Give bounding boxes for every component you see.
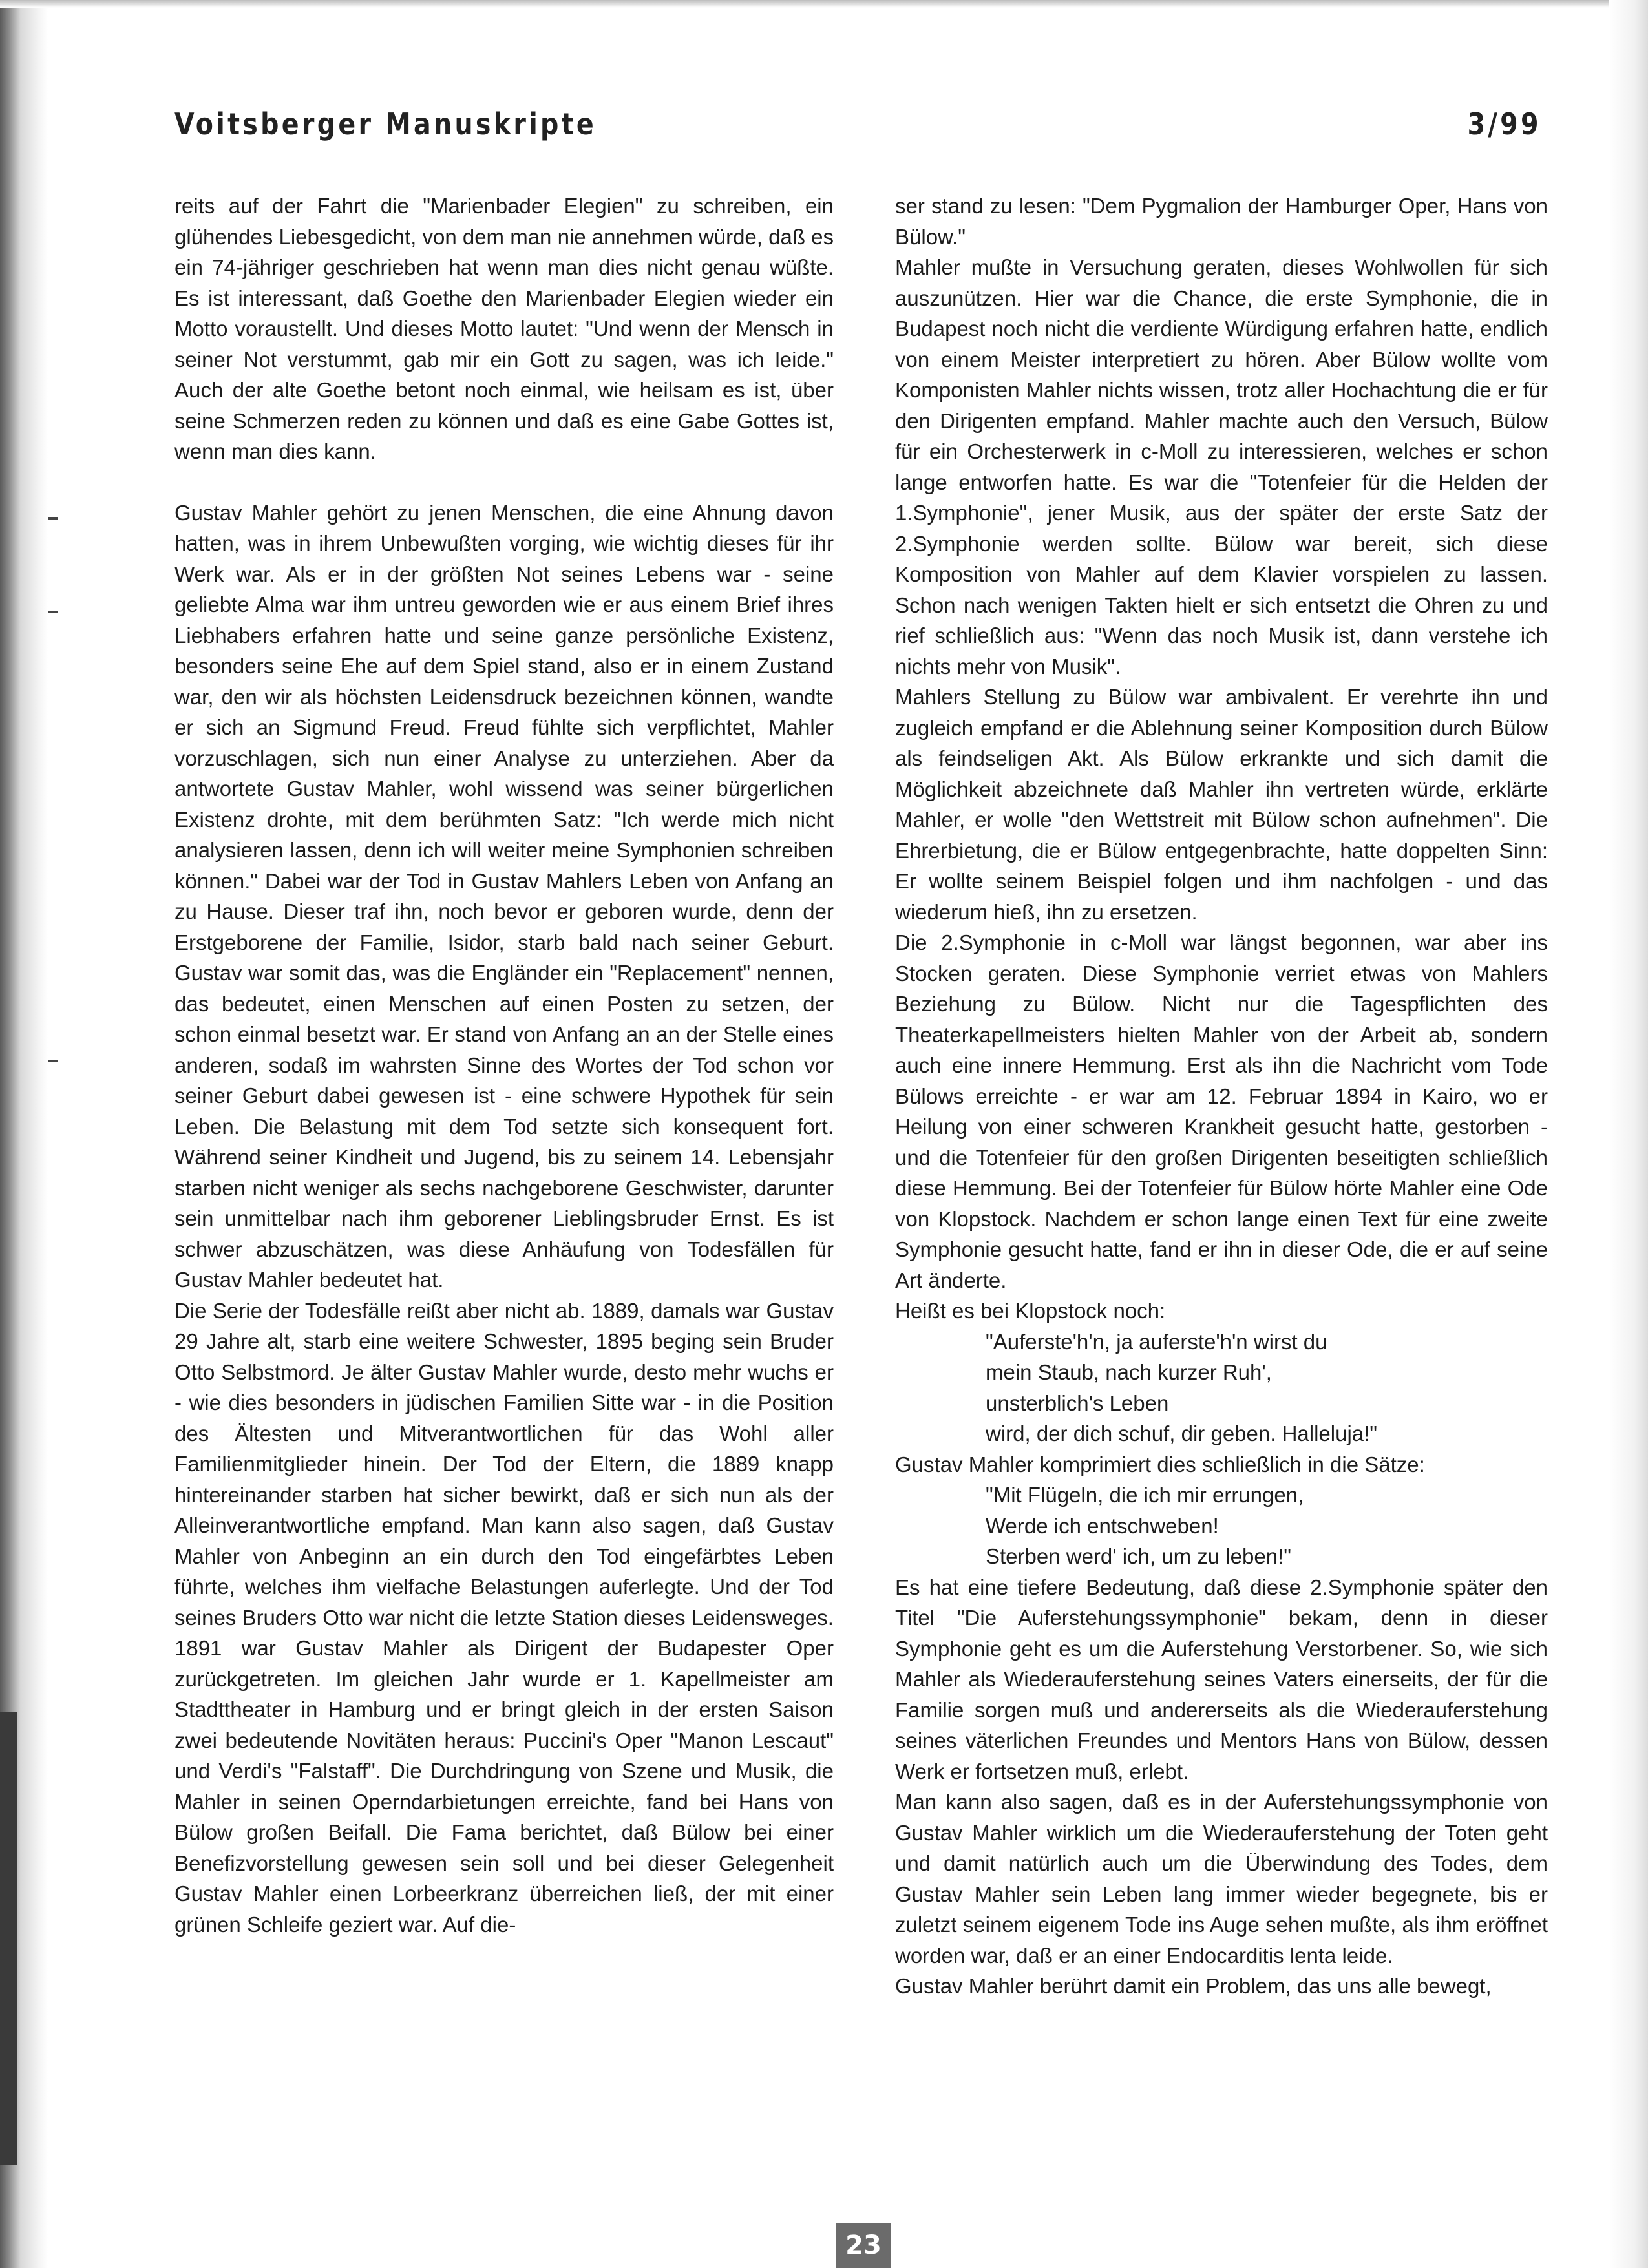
verse-line: "Mit Flügeln, die ich mir errungen, bbox=[986, 1483, 1304, 1507]
mahler-verse bbox=[895, 1480, 1548, 1572]
binding-shadow bbox=[0, 1712, 17, 2165]
paragraph: Es hat eine tiefere Bedeutung, daß diese 2.Symphonie später den Titel "Die Auferstehungssymphonie" bekam, denn in dieser Symphonie geht es um die Auferstehung Verstorbener. So, wie sich Mahler als Wiederauferstehung seines Vaters einerseits, der für die Familie sorgen muß und andererseits als die Wiederauferstehung seines väterlichen Freundes und Mentors Hans von Bülow, dessen Werk er fortsetzen muß, erlebt. bbox=[895, 1575, 1548, 1783]
paragraph: Man kann also sagen, daß es in der Auferstehungssymphonie von Gustav Mahler wirklich um die Wiederauferstehung der Toten geht und damit natürlich auch um die Überwindung des Todes, dem Gustav Mahler sein Leben lang immer wieder begegnete, bis er zuletzt seinem eigenem Tode ins Auge sehen mußte, als ihm eröffnet worden war, daß er an einer Endocarditis lenta leide. bbox=[895, 1790, 1548, 1968]
paragraph: Mahlers Stellung zu Bülow war ambivalent. Er verehrte ihn und zugleich empfand er die Ablehnung seiner Komposition durch Bülow als feindseligen Akt. Als Bülow erkrankte und sich damit die Möglichkeit abzeichnete daß Mahler ihn vertreten würde, erklärte Mahler, er wolle "den Wettstreit mit Bülow schon aufnehmen". Die Ehrerbietung, die er Bülow entgegenbrachte, hatte doppelten Sinn: Er wollte seinem Beispiel folgen und ihm nachfolgen - und das wiederum hieß, ihn zu ersetzen. bbox=[895, 685, 1548, 924]
margin-tick bbox=[48, 611, 58, 613]
paragraph: Heißt es bei Klopstock noch: bbox=[895, 1299, 1166, 1323]
paragraph: Die Serie der Todesfälle reißt aber nicht ab. 1889, damals war Gustav 29 Jahre alt, starb eine weitere Schwester, 1895 beging sein Bruder Otto Selbstmord. Je älter Gustav Mahler wurde, desto mehr wuchs er - wie dies besonders in jüdischen Familien Sitte war - in die Position des Ältesten und Mitverantwortlichen für das Wohl aller Familienmitglieder hinein. Der Tod der Eltern, die 1889 knapp hintereinander starben hat sicher bewirkt, daß er sich nun als der Alleinverantwortliche empfand. Man kann also sagen, daß Gustav Mahler von Anbeginn an ein durch den Tod eingefärbtes Leben führte, welches ihm vielfache Belastungen auferlegte. Und der Tod seines Bruders Otto war nicht die letzte Station dieses Leidensweges. bbox=[174, 1298, 834, 1630]
margin-tick bbox=[48, 1060, 58, 1062]
paragraph: reits auf der Fahrt die "Marienbader Elegien" zu schreiben, ein glühendes Liebesgedicht, von dem man nie annehmen würde, daß es ein 74-jähriger geschrieben hat wenn man dies nicht genau wüßte. Es ist interessant, daß Goethe den Marienbader Elegien wieder ein Motto voraustellt. Und dieses Motto lautet: "Und wenn der Mensch in seiner Not verstummt, gab mir ein Gott zu sagen, was ich leide." Auch der alte Goethe betont noch einmal, wie heilsam es ist, über seine Schmerzen reden zu können und daß es eine Gabe Gottes ist, wenn man dies kann. bbox=[174, 194, 834, 463]
verse-line: Sterben werd' ich, um zu leben!" bbox=[986, 1544, 1291, 1568]
paragraph: 1891 war Gustav Mahler als Dirigent der Budapester Oper zurückgetreten. Im gleichen Jahr wurde er 1. Kapellmeister am Stadttheater in Hamburg und er bringt gleich in der ersten Saison zwei bedeutende Novitäten heraus: Puccini's Oper "Manon Lescaut" und Verdi's "Falstaff". Die Durchdringung von Szene und Musik, die Mahler in seinen Operndarbietungen erreichte, fand bei Hans von Bülow großen Beifall. Die Fama berichtet, daß Bülow bei einer Benefizvorstellung gewesen sein soll und bei dieser Gelegenheit Gustav Mahler einen Lorbeerkranz überreichen ließ, der mit einer grünen Schleife geziert war. Auf die- bbox=[174, 1636, 834, 1937]
paragraph: Gustav Mahler gehört zu jenen Menschen, die eine Ahnung davon hatten, was in ihrem Unbewußten vorging, wie wichtig dieses für ihr Werk war. Als er in der größten Not seines Lebens war - seine geliebte Alma war ihm untreu geworden wie er aus einem Brief ihres Liebhabers erfahren hatte und seine ganze persönliche Existenz, besonders seine Ehe auf dem Spiel stand, also er in einem Zustand war, den wir als höchsten Leidensdruck bezeichnen können, wandte er sich an Sigmund Freud. Freud fühlte sich verpflichtet, Mahler vorzuschlagen, sich nun einer Analyse zu unterziehen. Aber da antwortete Gustav Mahler, wohl wissend was seiner bürgerlichen Existenz drohte, mit dem berühmten Satz: "Ich werde mich nicht analysieren lassen, denn ich will weiter meine Symphonien schreiben können." Dabei war der Tod in Gustav Mahlers Leben von Anfang an zu Hause. Dieser traf ihn, noch bevor er geboren wurde, denn der Erstgeborene der Familie, Isidor, starb bald nach seiner Geburt. Gustav war somit das, was die Engländer ein "Replacement" nennen, das bedeutet, einen Menschen auf einen Posten zu setzen, der schon einmal besetzt war. Er stand von Anfang an an der Stelle eines anderen, sodaß im wahrsten Sinne des Wortes der Tod schon vor seiner Geburt dabei gewesen ist - eine schwere Hypothek für sein Leben. Die Belastung mit dem Tod setzte sich konsequent fort. Während seiner Kindheit und Jugend, bis zu seinem 14. Lebensjahr starben nicht weniger als sechs nachgeborene Geschwister, darunter sein unmittelbar nach ihm geborener Lieblingsbruder Ernst. Es ist schwer abzuschätzen, was diese Anhäufung von Todesfällen für Gustav Mahler bedeutet hat. bbox=[174, 500, 834, 1292]
paragraph: ser stand zu lesen: "Dem Pygmalion der Hamburger Oper, Hans von Bülow." bbox=[895, 194, 1548, 249]
paragraph: Gustav Mahler berührt damit ein Problem, das uns alle bewegt, bbox=[895, 1974, 1492, 1998]
klopstock-verse bbox=[895, 1327, 1548, 1449]
paragraph: Die 2.Symphonie in c-Moll war längst begonnen, war aber ins Stocken geraten. Diese Symphonie verriet etwas von Mahlers Beziehung zu Bülow. Nicht nur die Tagespflichten des Theaterkapellmeisters hielten Mahler von der Arbeit ab, sondern auch eine innere Hemmung. Erst als ihn die Nachricht vom Tode Bülows erreichte - er war am 12. Februar 1894 in Kairo, wo er Heilung von einer schweren Krankheit gesucht hatte, gestorben - und die Totenfeier für den großen Dirigenten beseitigten schließlich diese Hemmung. Bei der Totenfeier für Bülow hörte Mahler eine Ode von Klopstock. Nachdem er schon lange einen Text für eine zweite Symphonie gesucht hatte, fand er ihn in dieser Ode, die er auf seine Art änderte. bbox=[895, 930, 1548, 1292]
verse-line: unsterblich's Leben bbox=[986, 1391, 1169, 1415]
page-right-edge bbox=[1609, 0, 1648, 2268]
left-column bbox=[174, 191, 834, 1940]
paragraph: Mahler mußte in Versuchung geraten, dieses Wohlwollen für sich auszunützen. Hier war die Chance, die erste Symphonie, die in Budapest noch nicht die verdiente Würdigung erfahren hatte, endlich von einem Meister interpretiert zu hören. Aber Bülow wollte vom Komponisten Mahler nichts wissen, trotz aller Hochachtung die er für den Dirigenten empfand. Mahler machte auch den Versuch, Bülow für ein Orchesterwerk in c-Moll zu interessieren, welches er schon lange entworfen hatte. Es war die "Totenfeier für die Helden der 1.Symphonie", jener Musik, aus der später der erste Satz der 2.Symphonie werden sollte. Bülow war bereit, sich diese Komposition von Mahler auf dem Klavier vorspielen zu lassen. Schon nach wenigen Takten hielt er sich entsetzt die Ohren zu und rief schließlich aus: "Wenn das noch Musik ist, dann verstehe ich nichts mehr von Musik". bbox=[895, 255, 1548, 678]
margin-tick bbox=[48, 517, 58, 520]
page-header bbox=[174, 107, 1541, 158]
page-number: 23 bbox=[836, 2223, 891, 2268]
verse-line: wird, der dich schuf, dir geben. Halleluja!" bbox=[986, 1422, 1378, 1445]
verse-line: mein Staub, nach kurzer Ruh', bbox=[986, 1360, 1272, 1384]
verse-line: "Auferste'h'n, ja auferste'h'n wirst du bbox=[986, 1329, 1327, 1354]
journal-title: Voitsberger Manuskripte bbox=[174, 107, 597, 142]
right-column bbox=[895, 191, 1548, 2002]
verse-line: Werde ich entschweben! bbox=[986, 1513, 1219, 1538]
paragraph: Gustav Mahler komprimiert dies schließlich in die Sätze: bbox=[895, 1452, 1425, 1476]
page-top-edge bbox=[0, 0, 1648, 8]
issue-number: 3/99 bbox=[1467, 107, 1541, 142]
